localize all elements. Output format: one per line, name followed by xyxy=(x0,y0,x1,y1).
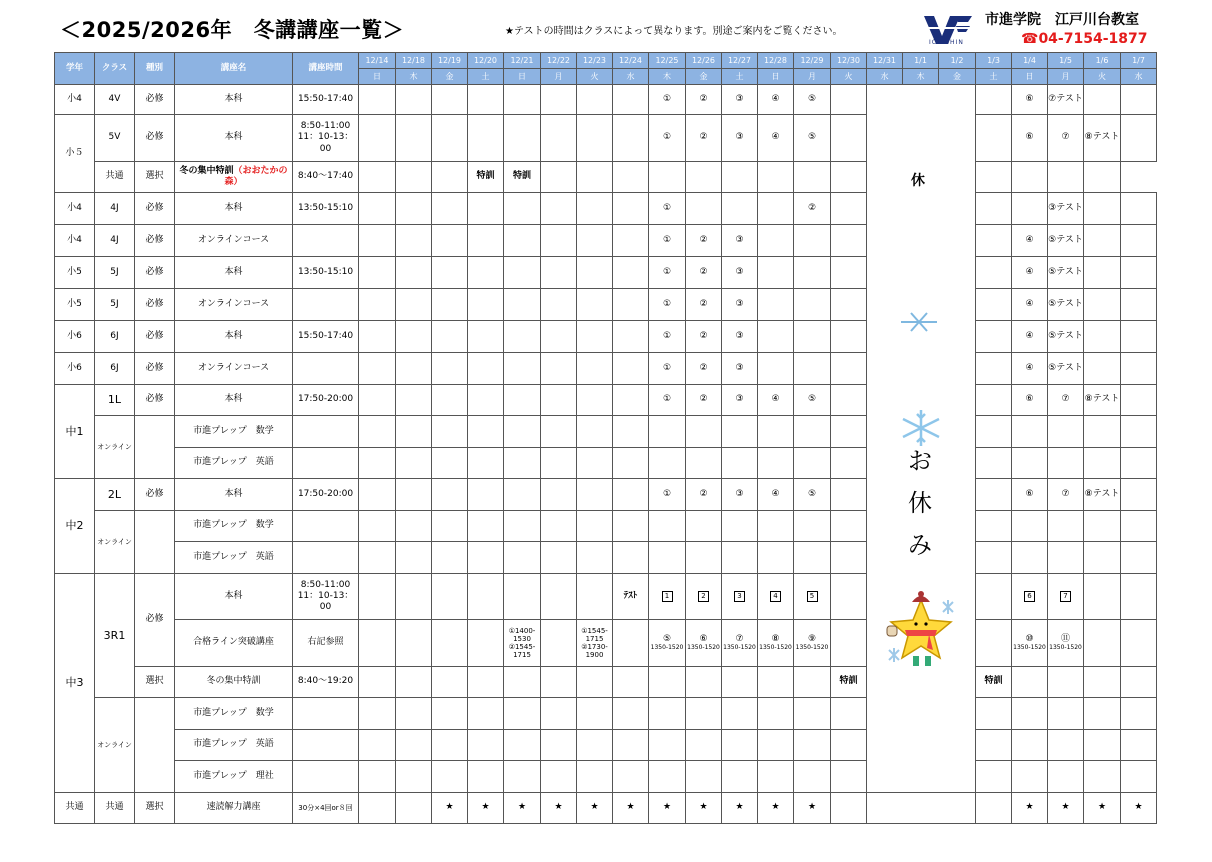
session-cell: ① xyxy=(649,225,686,257)
course-cell: 市進プレップ 数学 xyxy=(175,698,293,730)
session-box: 7 xyxy=(1060,591,1071,602)
session-cell xyxy=(794,574,831,620)
session-cell xyxy=(1012,620,1048,667)
day-cell: 水 xyxy=(867,69,903,85)
time-cell: 15:50-17:40 xyxy=(293,85,359,115)
grade-cell: 小５ xyxy=(55,115,95,193)
day-cell: 木 xyxy=(396,69,432,85)
session-box: 3 xyxy=(734,591,745,602)
grade-cell: 小5 xyxy=(55,289,95,321)
session-cell xyxy=(722,620,758,667)
session-cell: ⑧テスト xyxy=(1084,479,1121,511)
session-cell xyxy=(758,574,794,620)
course-cell: 冬の集中特訓 xyxy=(175,667,293,698)
tokkou-cell: 特訓 xyxy=(976,667,1012,698)
session-cell: ② xyxy=(686,321,722,353)
date-cell: 12/30 xyxy=(831,53,867,69)
session-cell: ④ xyxy=(758,85,794,115)
session-cell: ① xyxy=(649,479,686,511)
date-cell: 1/6 xyxy=(1084,53,1121,69)
date-cell: 12/23 xyxy=(577,53,613,69)
session-cell: ③ xyxy=(722,289,758,321)
session-cell: ⑦ xyxy=(1048,115,1084,162)
day-cell: 金 xyxy=(686,69,722,85)
time-cell: 13:50-15:10 xyxy=(293,193,359,225)
time-cell: 8:40～19:20 xyxy=(293,667,359,698)
course-cell: オンラインコース xyxy=(175,225,293,257)
time-line: 11：10-13：00 xyxy=(297,132,354,154)
time-cell: 17:50-20:00 xyxy=(293,385,359,416)
date-cell: 1/1 xyxy=(903,53,939,69)
session-cell: ⑥ xyxy=(1012,385,1048,416)
star-cell: ★ xyxy=(794,793,831,824)
holiday-label: 休 xyxy=(911,173,925,189)
session-cell: ⑤テスト xyxy=(1048,321,1084,353)
course-cell: 市進プレップ 数学 xyxy=(175,511,293,542)
star-cell: ★ xyxy=(541,793,577,824)
course-cell: 本科 xyxy=(175,193,293,225)
grade-cell: 共通 xyxy=(55,793,95,824)
time-line: ①1545- xyxy=(581,626,608,635)
type-cell: 必修 xyxy=(135,115,175,162)
day-cell: 火 xyxy=(831,69,867,85)
type-cell: 必修 xyxy=(135,289,175,321)
session-cell: ⑦ xyxy=(1048,385,1084,416)
session-cell xyxy=(649,620,686,667)
course-cell: 市進プレップ 英語 xyxy=(175,730,293,761)
session-cell: ② xyxy=(686,115,722,162)
session-cell: ② xyxy=(686,257,722,289)
time-line: 1715 xyxy=(585,634,604,643)
session-cell: ① xyxy=(649,385,686,416)
session-cell xyxy=(1048,574,1084,620)
date-cell: 12/24 xyxy=(613,53,649,69)
day-cell: 土 xyxy=(976,69,1012,85)
session-cell: ⑧テスト xyxy=(1084,385,1121,416)
test-note: ★テストの時間はクラスによって異なります。別途ご案内をご覧ください。 xyxy=(505,26,843,37)
tokkou-cell: 特訓 xyxy=(468,162,504,193)
session-cell: ② xyxy=(686,289,722,321)
school-name: 市進学院 江戸川台教室 xyxy=(985,12,1139,28)
lecture-time-cell xyxy=(577,620,613,667)
session-cell: ③ xyxy=(722,85,758,115)
class-cell: 4J xyxy=(95,225,135,257)
course-cell: オンラインコース xyxy=(175,353,293,385)
date-cell: 12/19 xyxy=(432,53,468,69)
day-cell: 土 xyxy=(722,69,758,85)
session-cell: ⑤ xyxy=(794,115,831,162)
day-cell: 月 xyxy=(794,69,831,85)
session-time: 1350-1520 xyxy=(723,643,756,651)
phone-number: ☎04-7154-1877 xyxy=(1021,31,1148,47)
class-cell: 5V xyxy=(95,115,135,162)
session-time: 1350-1520 xyxy=(759,643,792,651)
day-cell: 土 xyxy=(468,69,504,85)
course-cell: 市進プレップ 英語 xyxy=(175,542,293,574)
time-line: ②1545- xyxy=(508,643,536,651)
date-cell: 1/2 xyxy=(939,53,976,69)
type-cell: 必修 xyxy=(135,479,175,511)
session-cell: ② xyxy=(686,479,722,511)
session-cell: ③ xyxy=(722,225,758,257)
col-course: 講座名 xyxy=(175,53,293,85)
session-cell: ② xyxy=(686,225,722,257)
star-cell: ★ xyxy=(1084,793,1121,824)
class-cell: 5J xyxy=(95,257,135,289)
time-cell: 右記参照 xyxy=(293,620,359,667)
time-cell xyxy=(293,115,359,162)
day-cell: 月 xyxy=(1048,69,1084,85)
test-cell: ﾃｽﾄ xyxy=(613,574,649,620)
tokkou-cell: 特訓 xyxy=(831,667,867,698)
grade-cell: 小5 xyxy=(55,257,95,289)
session-cell: ⑥ xyxy=(1012,85,1048,115)
session-cell: ① xyxy=(649,321,686,353)
date-cell: 1/5 xyxy=(1048,53,1084,69)
session-cell: ③ xyxy=(722,115,758,162)
course-cell: 本科 xyxy=(175,115,293,162)
session-cell xyxy=(794,620,831,667)
day-cell: 水 xyxy=(613,69,649,85)
time-line: 8:50-11:00 xyxy=(300,121,351,132)
grade-cell: 小6 xyxy=(55,353,95,385)
time-line: ①1400- xyxy=(508,626,536,635)
holiday-char: お xyxy=(908,447,932,475)
session-cell: ③ xyxy=(722,385,758,416)
session-num: ⑧ xyxy=(771,633,780,644)
lecture-time-cell xyxy=(504,620,541,667)
class-cell: 5J xyxy=(95,289,135,321)
course-cell: 市進プレップ 英語 xyxy=(175,448,293,479)
holiday-text xyxy=(905,440,935,566)
session-cell: ⑤テスト xyxy=(1048,257,1084,289)
course-cell: オンラインコース xyxy=(175,289,293,321)
star-cell: ★ xyxy=(613,793,649,824)
session-time: 1350-1520 xyxy=(1013,643,1046,651)
time-line: 1900 xyxy=(585,651,604,660)
star-cell: ★ xyxy=(1121,793,1157,824)
session-num: ⑥ xyxy=(699,633,708,644)
col-type: 種別 xyxy=(135,53,175,85)
star-cell: ★ xyxy=(686,793,722,824)
type-cell: 必修 xyxy=(135,321,175,353)
session-cell: ④ xyxy=(1012,289,1048,321)
session-cell xyxy=(1048,620,1084,667)
session-cell: ⑤ xyxy=(794,479,831,511)
star-cell: ★ xyxy=(432,793,468,824)
star-cell: ★ xyxy=(1012,793,1048,824)
session-cell: ④ xyxy=(1012,321,1048,353)
time-line: 11：10-13：00 xyxy=(297,590,354,613)
session-cell: ① xyxy=(649,193,686,225)
session-cell: ① xyxy=(649,115,686,162)
session-cell: ① xyxy=(649,289,686,321)
star-cell: ★ xyxy=(468,793,504,824)
holiday-char: 休 xyxy=(908,489,932,517)
course-cell: 市進プレップ 理社 xyxy=(175,761,293,793)
session-cell: ⑥ xyxy=(1012,115,1048,162)
online-cell: オンライン xyxy=(95,416,135,479)
course-cell: 本科 xyxy=(175,479,293,511)
session-cell: ⑤ xyxy=(794,385,831,416)
session-cell: ③ xyxy=(722,353,758,385)
session-cell: ① xyxy=(649,85,686,115)
session-cell xyxy=(1012,574,1048,620)
session-cell: ③ xyxy=(722,479,758,511)
date-cell: 12/20 xyxy=(468,53,504,69)
star-mascot-icon xyxy=(885,590,957,670)
logo-text: ICHISHIN xyxy=(929,39,964,46)
class-cell: 4J xyxy=(95,193,135,225)
time-cell: 8:40～17:40 xyxy=(293,162,359,193)
grade-cell: 中2 xyxy=(55,479,95,574)
session-cell: ② xyxy=(686,85,722,115)
session-cell: ⑤テスト xyxy=(1048,225,1084,257)
day-cell: 日 xyxy=(504,69,541,85)
session-cell: ④ xyxy=(1012,353,1048,385)
star-cell: ★ xyxy=(504,793,541,824)
course-cell: 合格ライン突破講座 xyxy=(175,620,293,667)
session-num: ⑦ xyxy=(735,633,744,644)
grade-cell: 小6 xyxy=(55,321,95,353)
session-cell: ⑧テスト xyxy=(1084,115,1121,162)
session-cell: ⑥ xyxy=(1012,479,1048,511)
session-cell: ② xyxy=(686,385,722,416)
course-cell: 本科 xyxy=(175,85,293,115)
grade-cell: 小4 xyxy=(55,225,95,257)
day-cell: 火 xyxy=(1084,69,1121,85)
snowflake-icon xyxy=(897,310,941,334)
day-cell: 金 xyxy=(432,69,468,85)
type-cell: 必修 xyxy=(135,385,175,416)
star-cell: ★ xyxy=(1048,793,1084,824)
day-cell: 水 xyxy=(1121,69,1157,85)
time-cell xyxy=(293,574,359,620)
day-cell: 日 xyxy=(758,69,794,85)
date-cell: 12/18 xyxy=(396,53,432,69)
tokkou-cell: 特訓 xyxy=(504,162,541,193)
schedule-table xyxy=(54,52,1157,824)
course-cell xyxy=(175,162,293,193)
online-cell: オンライン xyxy=(95,698,135,793)
star-cell: ★ xyxy=(649,793,686,824)
session-cell: ③テスト xyxy=(1048,193,1084,225)
course-cell: 本科 xyxy=(175,385,293,416)
time-cell: 15:50-17:40 xyxy=(293,321,359,353)
class-cell: 共通 xyxy=(95,162,135,193)
session-cell xyxy=(758,620,794,667)
session-cell: ⑦テスト xyxy=(1048,85,1084,115)
session-cell: ④ xyxy=(1012,225,1048,257)
star-cell: ★ xyxy=(722,793,758,824)
star-cell: ★ xyxy=(577,793,613,824)
session-cell: ② xyxy=(686,353,722,385)
session-num: ⑤ xyxy=(662,633,672,644)
type-cell: 必修 xyxy=(135,353,175,385)
session-cell: ⑦ xyxy=(1048,479,1084,511)
type-cell: 必修 xyxy=(135,193,175,225)
date-cell: 1/3 xyxy=(976,53,1012,69)
date-cell: 12/31 xyxy=(867,53,903,69)
date-cell: 12/26 xyxy=(686,53,722,69)
class-cell: 6J xyxy=(95,353,135,385)
session-cell: ④ xyxy=(1012,257,1048,289)
day-cell: 火 xyxy=(577,69,613,85)
session-cell: ② xyxy=(794,193,831,225)
session-num: ⑪ xyxy=(1060,633,1070,644)
session-box: 2 xyxy=(698,591,709,602)
session-num: ⑩ xyxy=(1025,633,1034,644)
session-cell: ① xyxy=(649,353,686,385)
course-cell: 市進プレップ 数学 xyxy=(175,416,293,448)
date-cell: 1/7 xyxy=(1121,53,1157,69)
type-cell: 必修 xyxy=(135,225,175,257)
session-num: ⑨ xyxy=(807,633,817,644)
session-box: 6 xyxy=(1024,591,1035,602)
session-cell xyxy=(686,574,722,620)
day-cell: 月 xyxy=(541,69,577,85)
date-cell: 12/21 xyxy=(504,53,541,69)
time-line: 1530 xyxy=(513,634,531,643)
type-cell: 選択 xyxy=(135,667,175,698)
course-name: 冬の集中特訓 xyxy=(179,165,234,176)
time-cell: 30分×4回or８回 xyxy=(293,793,359,824)
session-box: 4 xyxy=(770,591,781,602)
session-box: 1 xyxy=(662,591,673,602)
session-cell: ③ xyxy=(722,257,758,289)
session-time: 1350-1520 xyxy=(687,643,720,651)
grade-cell: 中1 xyxy=(55,385,95,479)
class-cell: 4V xyxy=(95,85,135,115)
day-cell: 木 xyxy=(903,69,939,85)
session-cell xyxy=(649,574,686,620)
date-cell: 12/29 xyxy=(794,53,831,69)
session-box: 5 xyxy=(807,591,818,602)
day-cell: 日 xyxy=(359,69,396,85)
session-cell: ⑤ xyxy=(794,85,831,115)
class-cell: 3R1 xyxy=(95,574,135,698)
course-cell: 速読解力講座 xyxy=(175,793,293,824)
session-time: 1350-1520 xyxy=(795,643,829,651)
course-cell: 本科 xyxy=(175,574,293,620)
col-class: クラス xyxy=(95,53,135,85)
session-cell: ③ xyxy=(722,321,758,353)
date-cell: 12/25 xyxy=(649,53,686,69)
type-cell: 必修 xyxy=(135,85,175,115)
course-cell: 本科 xyxy=(175,321,293,353)
course-cell: 本科 xyxy=(175,257,293,289)
time-cell: 13:50-15:10 xyxy=(293,257,359,289)
session-cell xyxy=(686,620,722,667)
session-time: 1350-1520 xyxy=(1049,643,1082,651)
date-cell: 12/14 xyxy=(359,53,396,69)
day-cell: 木 xyxy=(649,69,686,85)
online-cell: オンライン xyxy=(95,511,135,574)
time-line: 8:50-11:00 xyxy=(300,579,351,590)
time-line: ②1730- xyxy=(581,643,608,651)
class-cell: 2L xyxy=(95,479,135,511)
type-cell: 必修 xyxy=(135,574,175,667)
grade-cell: 中3 xyxy=(55,574,95,793)
session-cell: ⑤テスト xyxy=(1048,353,1084,385)
session-cell: ⑤テスト xyxy=(1048,289,1084,321)
holiday-char: み xyxy=(908,531,932,559)
grade-cell: 小4 xyxy=(55,85,95,115)
type-cell: 必修 xyxy=(135,257,175,289)
session-cell: ④ xyxy=(758,115,794,162)
session-cell xyxy=(722,574,758,620)
time-cell: 17:50-20:00 xyxy=(293,479,359,511)
day-cell: 金 xyxy=(939,69,976,85)
type-cell: 選択 xyxy=(135,793,175,824)
class-cell: 6J xyxy=(95,321,135,353)
date-cell: 1/4 xyxy=(1012,53,1048,69)
date-cell: 12/28 xyxy=(758,53,794,69)
day-cell: 日 xyxy=(1012,69,1048,85)
date-cell: 12/27 xyxy=(722,53,758,69)
type-cell: 選択 xyxy=(135,162,175,193)
class-cell: 共通 xyxy=(95,793,135,824)
date-cell: 12/22 xyxy=(541,53,577,69)
session-time: 1350-1520 xyxy=(650,643,684,651)
page-title: ＜2025/2026年 冬講講座一覧＞ xyxy=(60,18,405,42)
session-cell: ① xyxy=(649,257,686,289)
time-line: 1715 xyxy=(513,651,531,660)
star-cell: ★ xyxy=(758,793,794,824)
col-grade: 学年 xyxy=(55,53,95,85)
holiday-column xyxy=(867,85,976,793)
session-cell: ④ xyxy=(758,479,794,511)
grade-cell: 小4 xyxy=(55,193,95,225)
class-cell: 1L xyxy=(95,385,135,416)
course-location: （おおたかの森） xyxy=(224,165,288,187)
col-time: 講座時間 xyxy=(293,53,359,85)
session-cell: ④ xyxy=(758,385,794,416)
